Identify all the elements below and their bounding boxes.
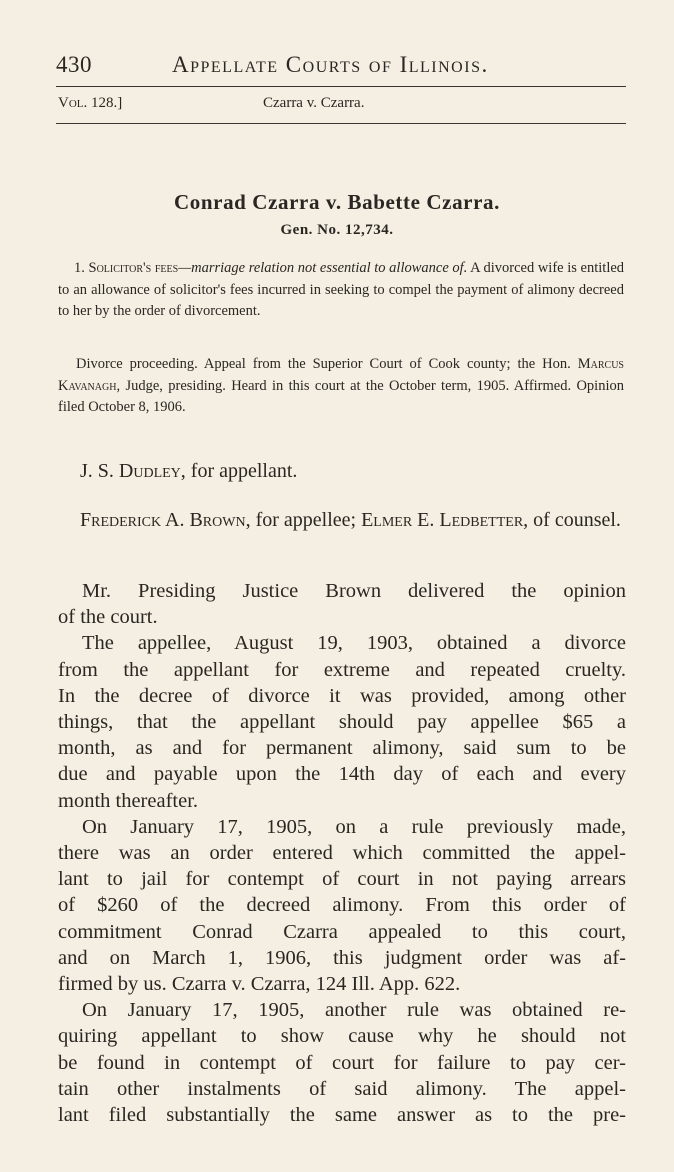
procedural-history: Divorce proceeding. Appeal from the Superior Court of Cook county; the Hon. Marcus Kavanagh, Judge, presiding. Heard in this court at the October term, 1905. Affirmed. Opinion filed October 8, 1906. [58,356,624,415]
general-number: Gen. No. 12,734. [280,222,394,238]
case-title: Conrad Czarra v. Babette Czarra. [174,190,500,214]
opinion-line: from the appellant for extreme and repeated cruelty. [58,658,626,681]
running-title: Appellate Courts of Illinois. [172,52,489,77]
opinion-line: On January 17, 1905, on a rule previously made, [82,815,626,838]
opinion-line: commitment Conrad Czarra appealed to this court, [58,920,626,943]
opinion-line: things, that the appellant should pay appellee $65 a [58,711,626,734]
opinion-line: lant to jail for contempt of court in not paying arrears [58,868,626,891]
opinion-line: be found in contempt of court for failure to pay cer- [58,1051,626,1074]
appellant-counsel: J. S. Dudley, for appellant. [80,460,298,482]
opinion-line: lant filed substantially the same answer as to the pre- [58,1104,626,1127]
volume-label: Vol. 128.] [58,95,123,111]
opinion-line: In the decree of divorce it was provided, among other [58,684,626,707]
headnote-label: Solicitor's fees [88,260,179,276]
case-short-title: Czarra v. Czarra. [263,95,365,111]
header-rule-bottom [56,123,626,124]
opinion-line: month, as and for permanent alimony, said sum to be [58,737,626,760]
opinion-body [58,578,626,1128]
headnote [58,258,624,323]
headnote-topic: —marriage relation not essential to allowance of. [178,260,468,276]
opinion-line: tain other instalments of said alimony. The appel- [58,1077,626,1100]
opinion-line: quiring appellant to show cause why he should not [58,1025,626,1048]
appellee-counsel: Frederick A. Brown, for appellee; Elmer E. Ledbetter, of counsel. [80,509,621,531]
opinion-intro-line: Mr. Presiding Justice Brown delivered the opinion [82,580,626,602]
opinion-lines [58,630,626,1128]
opinion-line: due and payable upon the 14th day of each and every [58,763,626,786]
opinion-intro-line: of the court. [58,606,158,629]
opinion-line: month thereafter. [58,789,199,812]
judge-name: Marcus Kavanagh [58,356,624,394]
headnote-text: A divorced wife is entitled to an allowance of solicitor's fees incurred in seeking to compel the payment of alimony decreed to her by the order of divorcement. [58,260,625,319]
opinion-line: of $260 of the decreed alimony. From this order of [58,894,626,917]
opinion-line: and on March 1, 1906, this judgment order was af- [58,946,626,969]
opinion-line: On January 17, 1905, another rule was obtained re- [82,999,626,1022]
headnote-number: 1. [74,260,85,276]
opinion-line: The appellee, August 19, 1903, obtained a divorce [82,632,626,655]
running-head [56,52,626,84]
opinion-line: there was an order entered which committed the appel- [58,842,626,865]
opinion-line: firmed by us. Czarra v. Czarra, 124 Ill. App. 622. [58,973,461,996]
page-number: 430 [56,52,92,77]
header-rule-top [56,86,626,87]
